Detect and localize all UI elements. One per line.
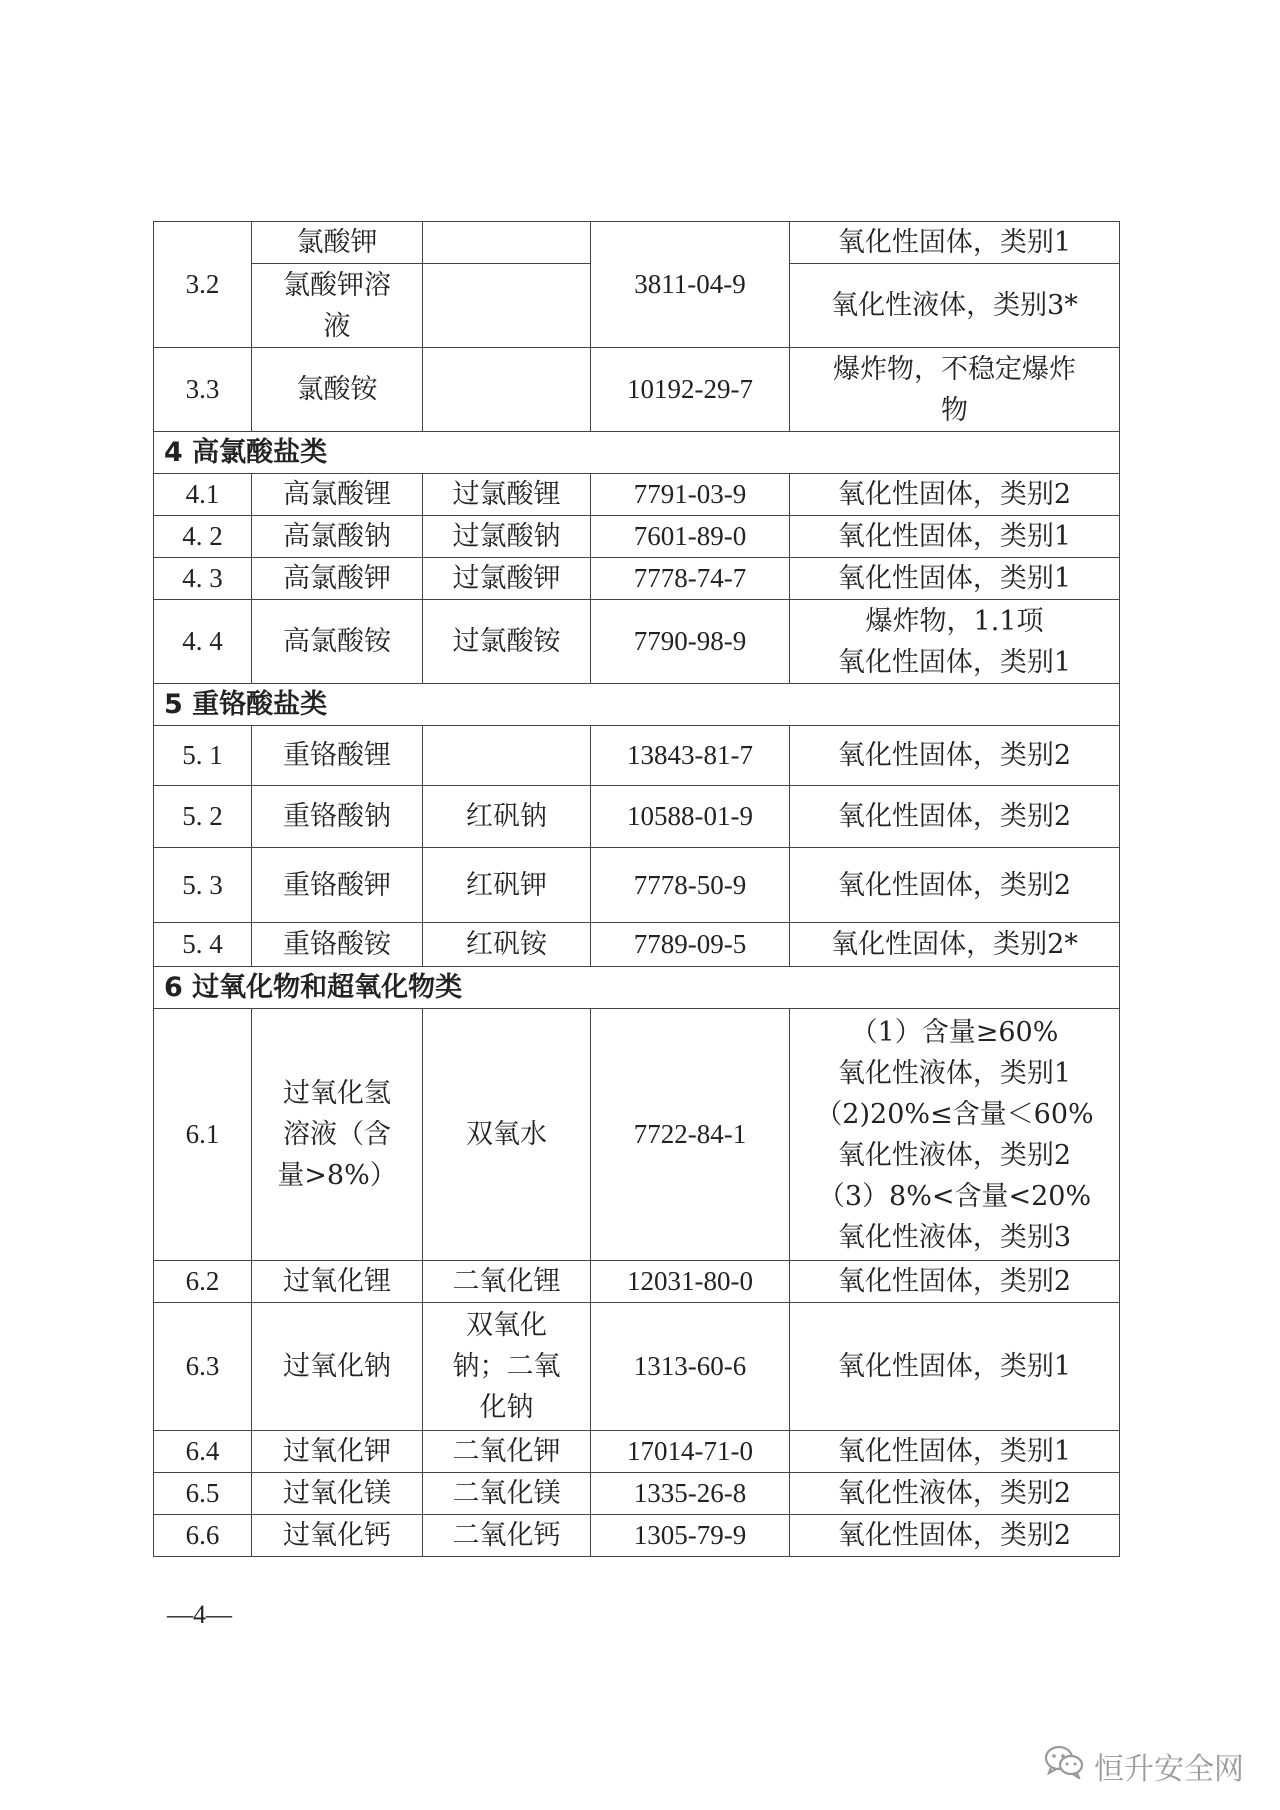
chemical-name: 过氧化钠 [252,1303,423,1431]
item-number: 6.6 [154,1515,252,1557]
chemical-alias: 过氯酸钾 [423,558,591,600]
hazard-class: 氧化性固体，类别1 [790,1303,1120,1431]
hazard-line: 爆炸物，不稳定爆炸 [833,353,1076,385]
cas-number: 7778-74-7 [591,558,790,600]
hazard-class: 氧化性固体，类别1 [790,222,1120,264]
chemical-name-line: 氯酸钾溶 [283,269,391,301]
hazard-class: 氧化性固体，类别2* [790,923,1120,967]
cas-number: 7722-84-1 [591,1009,790,1261]
cas-number: 7601-89-0 [591,516,790,558]
cas-number: 1313-60-6 [591,1303,790,1431]
hazard-class: 氧化性固体，类别2 [790,726,1120,786]
cas-number: 17014-71-0 [591,1431,790,1473]
chemical-name: 氯酸钾 [252,222,423,264]
table-row [154,848,1120,923]
table-row [154,726,1120,786]
hazard-class [790,600,1120,684]
cas-number: 7789-09-5 [591,923,790,967]
item-number: 4. 3 [154,558,252,600]
hazard-line: 氧化性液体，类别3 [837,1221,1072,1253]
hazard-line: （1）含量≥60% [850,1016,1059,1048]
chemical-table [153,221,1120,1557]
chemical-name: 高氯酸锂 [252,474,423,516]
chemical-alias: 过氯酸锂 [423,474,591,516]
chemical-name-line: 量>8%） [277,1160,397,1191]
item-number: 4. 4 [154,600,252,684]
section-heading-row [154,684,1120,726]
section-heading-row [154,967,1120,1009]
chemical-name: 高氯酸钠 [252,516,423,558]
wechat-icon [1044,1745,1084,1787]
chemical-alias: 二氧化钾 [423,1431,591,1473]
cas-number: 3811-04-9 [591,222,790,348]
table-row [154,786,1120,848]
table-row [154,474,1120,516]
chemical-name: 过氧化钙 [252,1515,423,1557]
chemical-alias: 红矾铵 [423,923,591,967]
hazard-class: 氧化性固体，类别2 [790,474,1120,516]
chemical-alias-line: 双氧化 [466,1310,547,1341]
chemical-name: 重铬酸钾 [252,848,423,923]
hazard-class [790,348,1120,432]
chemical-alias: 红矾钠 [423,786,591,848]
chemical-name: 重铬酸铵 [252,923,423,967]
hazard-line: 氧化性液体，类别1 [837,1057,1072,1089]
chemical-name: 重铬酸锂 [252,726,423,786]
table-row [154,1261,1120,1303]
hazard-class: 氧化性固体，类别2 [790,848,1120,923]
item-number: 5. 3 [154,848,252,923]
chemical-alias: 过氯酸钠 [423,516,591,558]
section-heading: 5 重铬酸盐类 [154,684,1120,726]
hazard-class: 氧化性液体，类别2 [790,1473,1120,1515]
item-number: 6.3 [154,1303,252,1431]
chemical-alias [423,1303,591,1431]
chemical-name: 高氯酸铵 [252,600,423,684]
hazard-class: 氧化性固体，类别1 [790,1431,1120,1473]
chemical-name-line: 溶液（含 [283,1119,391,1150]
hazard-line: 爆炸物，1.1项 [865,605,1044,637]
page-number: —4— [167,1600,232,1629]
hazard-class: 氧化性固体，类别1 [790,558,1120,600]
item-number: 4.1 [154,474,252,516]
chemical-name: 过氧化镁 [252,1473,423,1515]
table-row [154,1303,1120,1431]
section-heading: 4 高氯酸盐类 [154,432,1120,474]
item-number: 5. 4 [154,923,252,967]
chemical-alias: 二氧化镁 [423,1473,591,1515]
chemical-alias: 双氧水 [423,1009,591,1261]
cas-number: 7778-50-9 [591,848,790,923]
chemical-name [252,1009,423,1261]
table-row [154,923,1120,967]
item-number: 3.2 [154,222,252,348]
item-number: 6.2 [154,1261,252,1303]
table-row [154,600,1120,684]
hazard-line: （2)20%≤含量＜60% [815,1098,1094,1130]
chemical-name: 过氧化锂 [252,1261,423,1303]
table-row [154,348,1120,432]
cas-number: 10588-01-9 [591,786,790,848]
hazard-class: 氧化性固体，类别2 [790,1515,1120,1557]
chemical-name-line: 过氧化氢 [283,1078,391,1109]
table-row [154,1431,1120,1473]
item-number: 6.4 [154,1431,252,1473]
item-number: 5. 1 [154,726,252,786]
watermark [1044,1744,1244,1788]
chemical-alias: 红矾钾 [423,848,591,923]
item-number: 5. 2 [154,786,252,848]
chemical-alias-line: 化钠 [479,1392,534,1423]
hazard-class: 氧化性固体，类别2 [790,1261,1120,1303]
cas-number: 1305-79-9 [591,1515,790,1557]
hazard-line: 氧化性液体，类别2 [837,1139,1072,1171]
hazard-class: 氧化性固体，类别1 [790,516,1120,558]
cas-number: 12031-80-0 [591,1261,790,1303]
chemical-alias [423,726,591,786]
cas-number: 1335-26-8 [591,1473,790,1515]
table-row [154,558,1120,600]
chemical-alias: 二氧化钙 [423,1515,591,1557]
chemical-name: 氯酸铵 [252,348,423,432]
watermark-text: 恒升安全网 [1094,1752,1244,1787]
section-heading-row [154,432,1120,474]
chemical-name [252,264,423,348]
cas-number: 7791-03-9 [591,474,790,516]
table-row [154,516,1120,558]
item-number: 6.5 [154,1473,252,1515]
chemical-alias: 过氯酸铵 [423,600,591,684]
item-number: 4. 2 [154,516,252,558]
table-row [154,1473,1120,1515]
chemical-alias [423,222,591,264]
hazard-class [790,1009,1120,1261]
table-row [154,1009,1120,1261]
chemical-alias [423,264,591,348]
hazard-class: 氧化性固体，类别2 [790,786,1120,848]
chemical-alias-line: 钠；二氧 [452,1351,561,1382]
hazard-line: 氧化性固体，类别1 [837,646,1072,678]
chemical-name: 高氯酸钾 [252,558,423,600]
table-row [154,222,1120,264]
hazard-line: 物 [941,394,968,426]
hazard-class: 氧化性液体，类别3* [790,264,1120,348]
item-number: 3.3 [154,348,252,432]
hazard-line: （3）8%<含量<20% [817,1180,1092,1212]
chemical-name-line: 液 [323,310,351,342]
chemical-name: 过氧化钾 [252,1431,423,1473]
section-heading: 6 过氧化物和超氧化物类 [154,967,1120,1009]
cas-number: 10192-29-7 [591,348,790,432]
cas-number: 13843-81-7 [591,726,790,786]
chemical-alias [423,348,591,432]
chemical-name: 重铬酸钠 [252,786,423,848]
item-number: 6.1 [154,1009,252,1261]
chemical-alias: 二氧化锂 [423,1261,591,1303]
table-row [154,1515,1120,1557]
cas-number: 7790-98-9 [591,600,790,684]
